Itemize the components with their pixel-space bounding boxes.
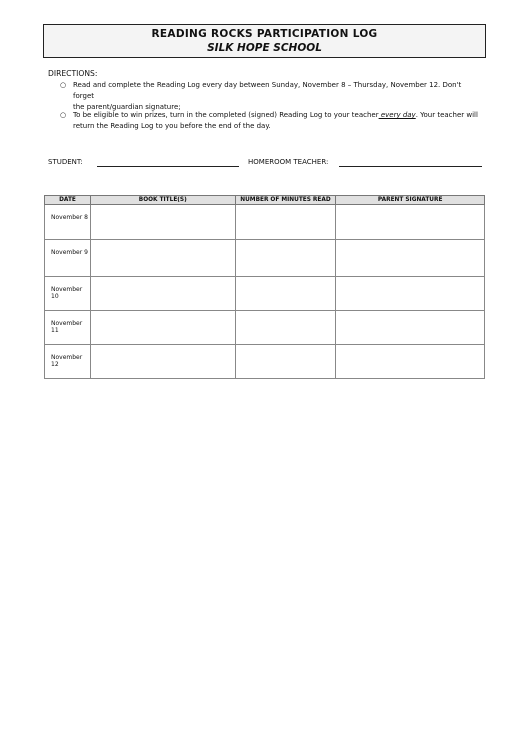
table-row	[45, 277, 485, 311]
table-row	[45, 205, 485, 240]
homeroom-teacher-line[interactable]	[339, 166, 482, 167]
bullet-icon: ○	[60, 81, 67, 89]
minutes-cell[interactable]	[235, 240, 336, 277]
direction-2-line-1	[73, 110, 483, 121]
book-title-cell[interactable]	[90, 277, 235, 311]
school-name: SILK HOPE SCHOOL	[207, 42, 322, 54]
book-title-cell[interactable]	[90, 240, 235, 277]
table-row	[45, 240, 485, 277]
page-title: READING ROCKS PARTICIPATION LOG	[151, 28, 378, 40]
reading-log-table	[44, 195, 485, 379]
signature-cell[interactable]	[336, 240, 485, 277]
book-title-cell[interactable]	[90, 345, 235, 379]
direction-2-emphasis: every day	[378, 111, 416, 119]
table-row	[45, 311, 485, 345]
signature-cell[interactable]	[336, 345, 485, 379]
signature-cell[interactable]	[336, 277, 485, 311]
direction-2-post: . Your teacher will	[415, 111, 478, 119]
header-book-titles: BOOK TITLE(S)	[90, 196, 235, 205]
signature-cell[interactable]	[336, 311, 485, 345]
table-row	[45, 345, 485, 379]
direction-item-2	[73, 110, 483, 132]
date-cell: November 10	[45, 277, 91, 311]
title-box	[43, 24, 486, 58]
name-fields-row	[48, 158, 488, 168]
book-title-cell[interactable]	[90, 205, 235, 240]
minutes-cell[interactable]	[235, 345, 336, 379]
direction-1-line-2: the parent/guardian signature;	[73, 103, 181, 111]
directions-label: DIRECTIONS:	[48, 69, 98, 78]
direction-item-1	[73, 80, 483, 113]
bullet-icon: ○	[60, 111, 67, 119]
student-name-line[interactable]	[97, 166, 239, 167]
signature-cell[interactable]	[336, 205, 485, 240]
header-date: DATE	[45, 196, 91, 205]
date-cell: November 9	[45, 240, 91, 277]
minutes-cell[interactable]	[235, 277, 336, 311]
minutes-cell[interactable]	[235, 205, 336, 240]
student-label: STUDENT:	[48, 158, 83, 166]
homeroom-teacher-label: HOMEROOM TEACHER:	[248, 158, 329, 166]
date-cell: November 8	[45, 205, 91, 240]
book-title-cell[interactable]	[90, 311, 235, 345]
header-minutes-read: NUMBER OF MINUTES READ	[235, 196, 336, 205]
direction-2-line-2: return the Reading Log to you before the end of the day.	[73, 122, 271, 130]
header-parent-signature: PARENT SIGNATURE	[336, 196, 485, 205]
direction-1-line-1: Read and complete the Reading Log every day between Sunday, November 8 – Thursday, November 12. Don't forget	[73, 81, 462, 100]
minutes-cell[interactable]	[235, 311, 336, 345]
date-cell: November 12	[45, 345, 91, 379]
table-header-row	[45, 196, 485, 205]
date-cell: November 11	[45, 311, 91, 345]
direction-2-pre: To be eligible to win prizes, turn in the completed (signed) Reading Log to your teacher	[73, 111, 379, 119]
